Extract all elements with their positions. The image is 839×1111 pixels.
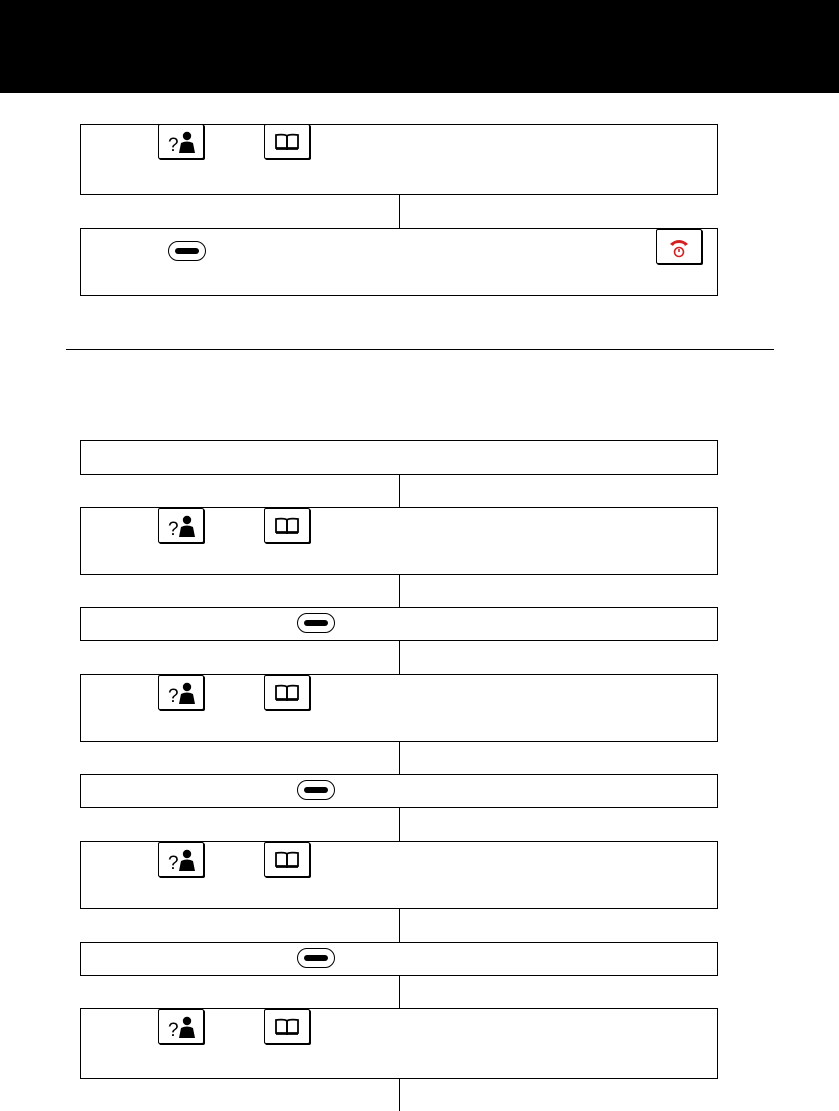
phonebook-key[interactable] <box>264 675 310 710</box>
step-box <box>80 774 718 808</box>
step-box <box>80 841 718 909</box>
end-call-icon <box>666 235 692 259</box>
end-call-key[interactable] <box>656 229 702 264</box>
phonebook-key[interactable] <box>264 508 310 543</box>
phonebook-key[interactable] <box>264 124 310 159</box>
flow-connector <box>399 195 400 228</box>
phonebook-key[interactable] <box>264 1009 310 1044</box>
step-box <box>80 440 718 475</box>
header-bar <box>0 0 839 93</box>
step-box <box>80 942 718 976</box>
step-box <box>80 607 718 641</box>
open-book-icon <box>273 1016 301 1038</box>
flow-connector <box>399 909 400 942</box>
svg-text:?: ? <box>168 1019 179 1040</box>
svg-text:?: ? <box>168 518 179 539</box>
contact-query-key[interactable] <box>158 842 204 877</box>
open-book-icon <box>273 131 301 153</box>
step-box <box>80 228 718 296</box>
open-book-icon <box>273 515 301 537</box>
contact-query-key[interactable] <box>158 1009 204 1044</box>
contact-query-key[interactable] <box>158 675 204 710</box>
soft-key[interactable] <box>297 780 335 800</box>
soft-key-icon <box>304 955 328 961</box>
step-box <box>80 674 718 742</box>
flow-connector <box>399 976 400 1008</box>
open-book-icon <box>273 682 301 704</box>
soft-key-icon <box>304 620 328 626</box>
soft-key-icon <box>304 787 328 793</box>
flow-connector <box>399 1079 400 1111</box>
svg-text:?: ? <box>168 852 179 873</box>
step-box <box>80 124 718 195</box>
contact-query-icon <box>166 680 196 706</box>
step-box <box>80 1008 718 1079</box>
contact-query-icon <box>166 1014 196 1040</box>
soft-key[interactable] <box>297 948 335 968</box>
soft-key-icon <box>175 248 199 254</box>
soft-key[interactable] <box>297 613 335 633</box>
contact-query-icon <box>166 513 196 539</box>
step-box <box>80 507 718 575</box>
contact-query-key[interactable] <box>158 508 204 543</box>
soft-key[interactable] <box>168 241 206 261</box>
section-divider <box>66 349 774 350</box>
flow-connector <box>399 742 400 774</box>
contact-query-icon <box>166 129 196 155</box>
contact-query-key[interactable] <box>158 124 204 159</box>
open-book-icon <box>273 849 301 871</box>
flow-connector <box>399 808 400 841</box>
svg-text:?: ? <box>168 685 179 706</box>
contact-query-icon <box>166 847 196 873</box>
svg-text:?: ? <box>168 134 179 155</box>
flow-connector <box>399 575 400 607</box>
phonebook-key[interactable] <box>264 842 310 877</box>
flow-connector <box>399 475 400 507</box>
flow-connector <box>399 641 400 674</box>
